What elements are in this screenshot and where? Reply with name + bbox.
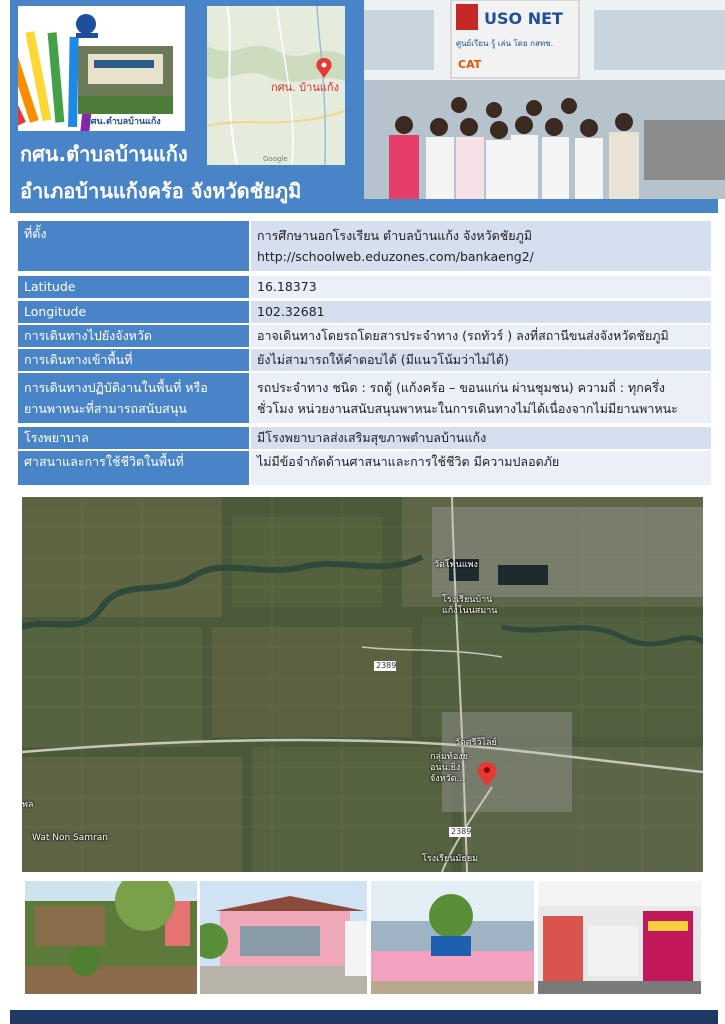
row-label-line2: ยานพาหนะที่สามารถสนับสนุน [24,401,187,416]
row-value: ไม่มีข้อจำกัดด้านศาสนาและการใช้ชีวิต มีความปลอดภัย [251,451,711,485]
staff-group-photo [364,0,725,199]
row-value-line2: ชั่วโมง หน่วยงานสนับสนุนพาหนะในการเดินทางไม่ได้เนื่องจากไม่มียานพาหนะ [257,401,678,416]
photo-garden [25,881,197,994]
map-label-road: 2389 [376,661,397,670]
table-row-travel-area [18,349,711,371]
row-label [18,373,249,423]
logo-image [18,6,185,131]
map-label-temple: Wat Non Samran [32,833,108,843]
thai-emblem-icon [456,4,478,30]
usonet-subtitle: ศูนย์เรียน รู้ เล่น โดย กสทช. [456,39,554,48]
row-value [251,373,711,423]
row-label: Longitude [18,301,249,323]
location-text: การศึกษานอกโรงเรียน ตำบลบ้านแก้ง จังหวัดชัยภูมิ [257,228,533,243]
row-label: การเดินทางเข้าพื้นที่ [18,349,249,371]
map-label-temple: วัดโพนแพง [434,560,478,570]
photo-building [200,881,367,994]
row-value-line1: รถประจำทาง ชนิด : รถตู้ (แก้งคร้อ – ขอนแก่น ผ่านชุมชน) ความถี่ : ทุกครึ่ง [257,380,665,395]
photo-interior [538,881,701,994]
photo-sign [371,881,534,994]
row-value: อาจเดินทางโดยรถโดยสารประจำทาง (รถทัวร์ ) ลงที่สถานีขนส่งจังหวัดชัยภูมิ [251,325,711,347]
row-value: ยังไม่สามารถให้คำตอบได้ (มีแนวโน้มว่าไม่ได้) [251,349,711,371]
map-label-school: โรงเรียนบ้าน แก้งโนนสมาน [442,595,498,616]
table-row-transport [18,373,711,423]
row-label: ที่ตั้ง [18,221,249,271]
row-value: 16.18373 [251,276,711,298]
page-subtitle: อำเภอบ้านแก้งคร้อ จังหวัดชัยภูมิ [20,179,302,203]
row-value [251,221,711,271]
row-label: โรงพยาบาล [18,427,249,449]
usonet-brand: USO NET [484,9,563,28]
footer-bar [10,1010,718,1024]
table-row-longitude [18,301,711,323]
map-label: กศน. บ้านแก้ง [271,81,339,94]
row-value: 102.32681 [251,301,711,323]
table-row-latitude [18,276,711,298]
map-label-place: กลุ่มท้องย อนน.ยิ่ง จังหวัด... [430,752,468,784]
page-title: กศน.ตำบลบ้านแก้ง [20,142,188,166]
map-brand: Google [263,155,288,163]
table-row-religion [18,451,711,485]
row-value: มีโรงพยาบาลส่งเสริมสุขภาพตำบลบ้านแก้ง [251,427,711,449]
table-row-hospital [18,427,711,449]
map-label-school: โรงเรียนมัธยม [422,854,479,864]
cat-brand: CAT [458,58,482,71]
location-map-thumbnail [207,6,345,165]
row-label: ศาสนาและการใช้ชีวิตในพื้นที่ [18,451,249,485]
table-row-travel-province [18,325,711,347]
row-label: Latitude [18,276,249,298]
map-label-temple: วัดศรีวิไลย์ [455,738,497,748]
map-label-road: 2389 [451,827,472,836]
map-label-place: พล [22,800,34,810]
logo-caption: กศน.ตำบลบ้านแก้ง [85,117,161,127]
table-row-location [18,221,711,271]
satellite-map [22,497,703,872]
website-link[interactable]: http://schoolweb.eduzones.com/bankaeng2/ [257,249,534,264]
row-label-line1: การเดินทางปฏิบัติงานในพื้นที่ หรือ [24,380,208,395]
row-label: การเดินทางไปยังจังหวัด [18,325,249,347]
